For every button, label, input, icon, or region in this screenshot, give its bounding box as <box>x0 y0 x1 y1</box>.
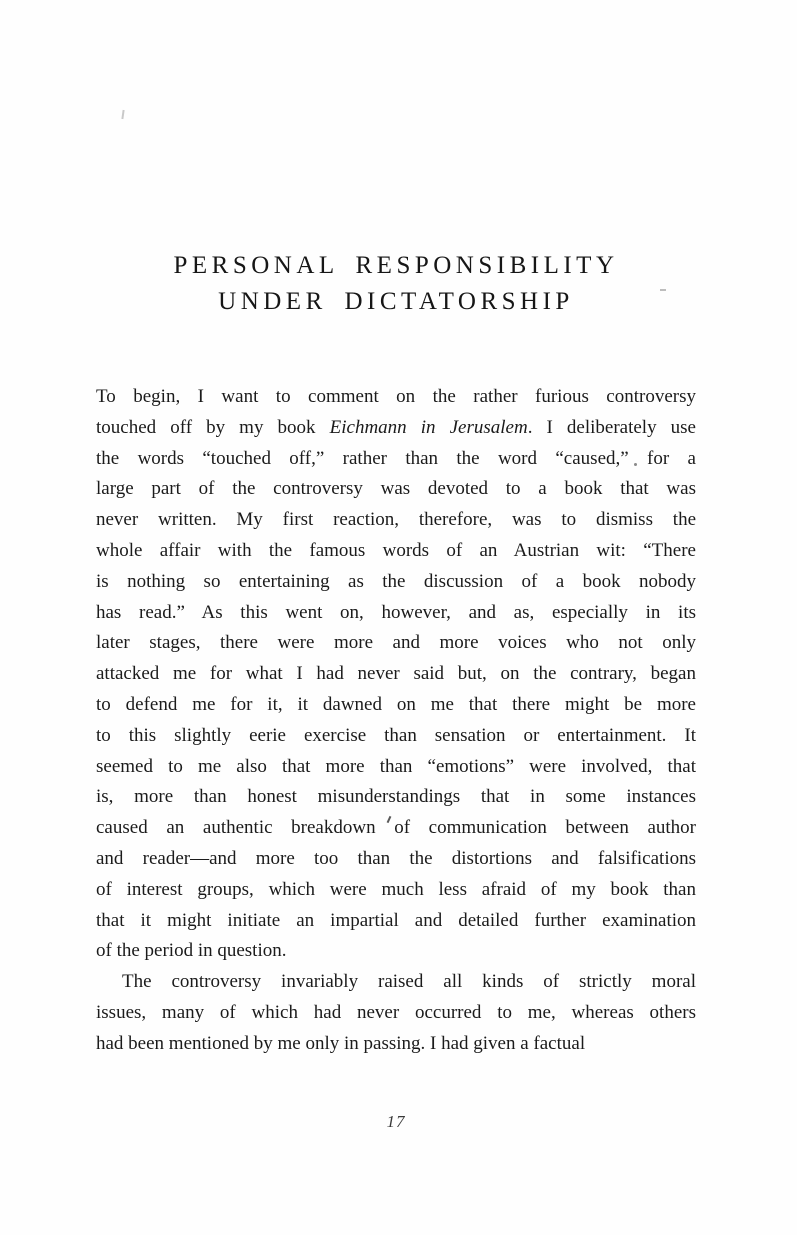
body-text-segment: to defend me for it, it dawned on me that there might be more <box>96 693 696 715</box>
text-line <box>96 567 696 598</box>
body-text-segment: of the period in question. <box>96 940 287 962</box>
body-text-segment: had been mentioned by me only in passing. I had given a factual <box>96 1032 586 1054</box>
text-line <box>96 752 696 783</box>
body-text-segment: attacked me for what I had never said but, on the contrary, began <box>96 663 696 685</box>
body-text-segment: never written. My first reaction, therefore, was to dismiss the <box>96 509 696 531</box>
text-line <box>96 474 696 505</box>
body-text-segment: the words “touched off,” rather than the word “caused,” for a <box>96 447 696 469</box>
text-line <box>96 628 696 659</box>
italic-text: Eichmann in Jerusalem <box>329 416 528 438</box>
text-line <box>96 721 696 752</box>
body-text-segment: is nothing so entertaining as the discussion of a book nobody <box>96 570 696 592</box>
scan-speck <box>121 110 124 119</box>
body-text-segment: issues, many of which had never occurred to me, whereas others <box>96 1001 696 1023</box>
text-line <box>96 936 696 967</box>
body-text-segment: that it might initiate an impartial and detailed further examination <box>96 909 696 931</box>
body-text-segment: touched off by my book <box>96 416 330 438</box>
body-text-segment: has read.” As this went on, however, and as, especially in its <box>96 601 696 623</box>
chapter-title-line-1: PERSONAL RESPONSIBILITY <box>173 252 619 279</box>
text-line <box>96 444 696 475</box>
body-text-segment: The controversy invariably raised all kinds of strictly moral <box>122 971 696 993</box>
body-text-segment: to this slightly eerie exercise than sensation or entertainment. It <box>96 724 696 746</box>
text-line <box>96 505 696 536</box>
text-line <box>96 598 696 629</box>
page-number: 17 <box>386 1112 406 1131</box>
chapter-title-line-2: UNDER DICTATORSHIP <box>218 288 574 315</box>
paragraph <box>96 382 696 967</box>
body-text-segment: . I deliberately use <box>527 416 696 438</box>
text-line <box>96 875 696 906</box>
text-line <box>96 413 696 444</box>
text-line <box>96 536 696 567</box>
text-line <box>96 906 696 937</box>
body-text-segment: seemed to me also that more than “emotions” were involved, that <box>96 755 696 777</box>
paragraph <box>96 967 696 1059</box>
text-line <box>96 1029 696 1060</box>
body-text-segment: and reader—and more too than the distortions and falsifications <box>96 847 696 869</box>
chapter-title <box>96 248 696 320</box>
body-text-segment: large part of the controversy was devoted to a book that was <box>96 478 696 500</box>
text-line <box>96 844 696 875</box>
text-line <box>96 813 696 844</box>
body-text-segment: caused an authentic breakdown of communication between author <box>96 817 696 839</box>
text-line <box>96 382 696 413</box>
body-text <box>96 382 696 1060</box>
body-text-segment: later stages, there were more and more voices who not only <box>96 632 696 654</box>
text-line <box>96 782 696 813</box>
body-text-segment: To begin, I want to comment on the rather furious controversy <box>96 386 696 407</box>
text-line <box>96 690 696 721</box>
body-text-segment: is, more than honest misunderstandings that in some instances <box>96 786 696 808</box>
body-text-segment: of interest groups, which were much less afraid of my book than <box>96 878 696 900</box>
text-line <box>96 967 696 998</box>
text-line <box>96 659 696 690</box>
body-text-segment: whole affair with the famous words of an Austrian wit: “There <box>96 539 696 561</box>
text-line <box>96 998 696 1029</box>
